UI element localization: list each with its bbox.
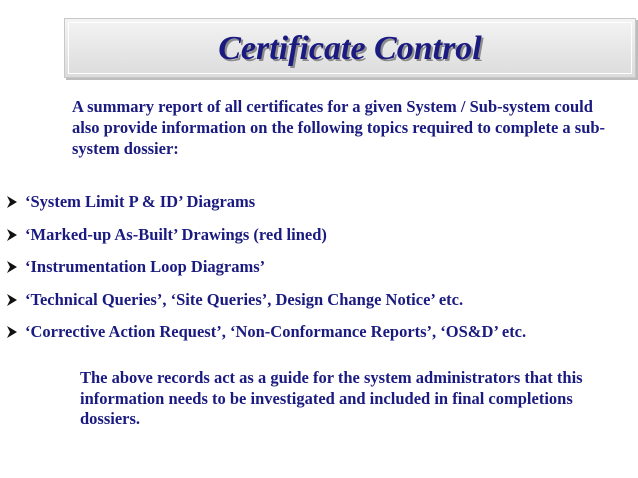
arrow-right-icon <box>6 293 18 307</box>
closing-paragraph: The above records act as a guide for the system administrators that this information needs to be investigated and included in final completions dossiers. <box>80 368 583 428</box>
bullet-item <box>6 219 634 252</box>
bullet-text: ‘Instrumentation Loop Diagrams’ <box>25 257 266 277</box>
arrow-right-icon <box>6 195 18 209</box>
arrow-right-icon <box>6 228 18 242</box>
slide-title: Certificate Control <box>218 30 482 67</box>
arrow-right-icon <box>6 325 18 339</box>
bullet-text: ‘Marked-up As-Built’ Drawings (red lined) <box>25 224 327 244</box>
bullet-item <box>6 284 634 317</box>
bullet-text: ‘Corrective Action Request’, ‘Non-Conformance Reports’, ‘OS&D’ etc. <box>25 322 527 342</box>
title-banner <box>64 18 636 78</box>
bullet-text: ‘Technical Queries’, ‘Site Queries’, Design Change Notice’ etc. <box>25 289 464 309</box>
bullet-list <box>6 186 634 349</box>
bullet-item <box>6 251 634 284</box>
bullet-item <box>6 186 634 219</box>
bullet-text: ‘System Limit P & ID’ Diagrams <box>25 192 256 212</box>
arrow-right-icon <box>6 260 18 274</box>
bullet-item <box>6 316 634 349</box>
intro-paragraph: A summary report of all certificates for a given System / Sub-system could also provide information on the following topics required to complete a sub-system dossier: <box>72 97 606 158</box>
